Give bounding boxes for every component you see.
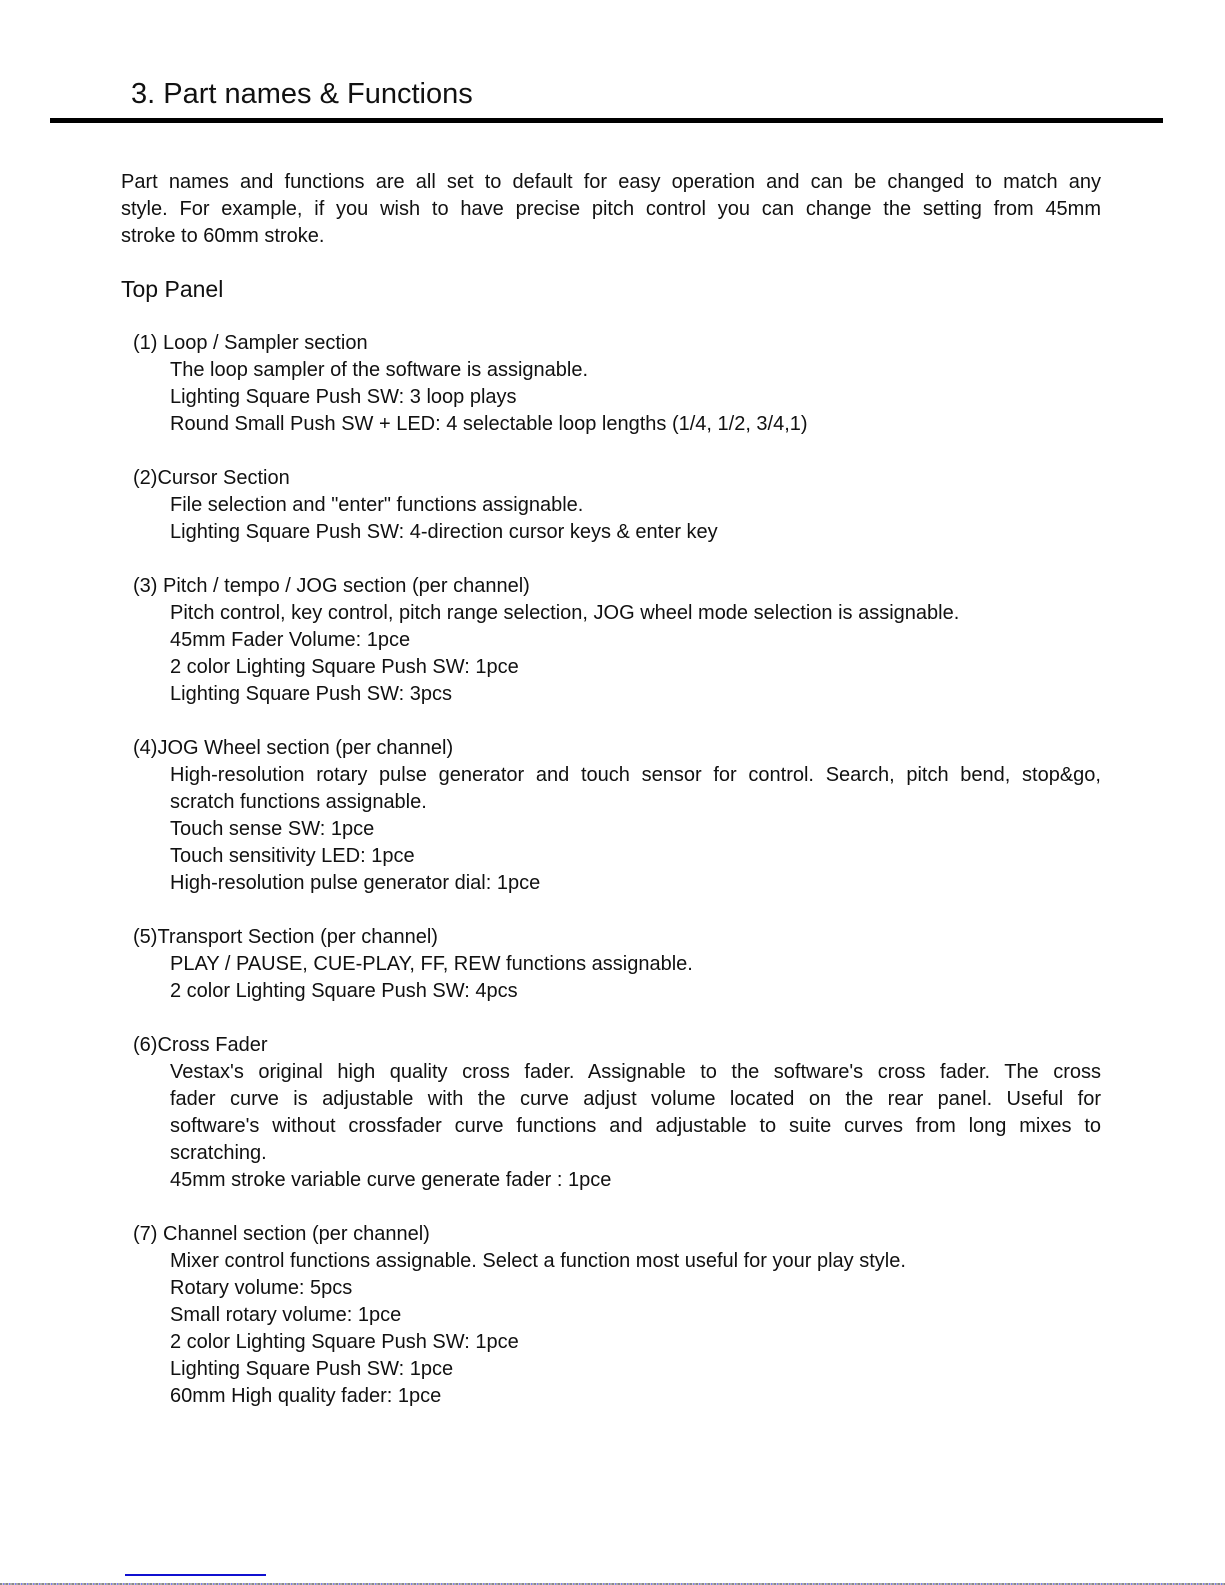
part-section-line: 45mm Fader Volume: 1pce bbox=[170, 629, 411, 651]
part-section-line: fader curve is adjustable with the curve adjust volume located on the rear panel. Useful for bbox=[170, 1088, 1101, 1110]
part-section-line: PLAY / PAUSE, CUE-PLAY, FF, REW functions assignable. bbox=[170, 953, 693, 975]
part-section-heading: (7) Channel section (per channel) bbox=[133, 1223, 430, 1245]
part-section-heading: (6)Cross Fader bbox=[133, 1034, 268, 1056]
part-section-body bbox=[133, 357, 1101, 438]
part-section-body bbox=[133, 600, 1101, 708]
part-section-heading: (2)Cursor Section bbox=[133, 467, 290, 489]
part-section-line: software's without crossfader curve functions and adjustable to suite curves from long mixes to bbox=[170, 1115, 1101, 1137]
part-section-line: Pitch control, key control, pitch range selection, JOG wheel mode selection is assignable. bbox=[170, 602, 960, 624]
part-section bbox=[133, 573, 1101, 708]
part-section bbox=[133, 924, 1101, 1005]
part-section-line: 2 color Lighting Square Push SW: 1pce bbox=[170, 1331, 519, 1353]
part-section-body bbox=[133, 1059, 1101, 1194]
part-section-line: Round Small Push SW + LED: 4 selectable loop lengths (1/4, 1/2, 3/4,1) bbox=[170, 413, 808, 435]
part-section-body bbox=[133, 951, 1101, 1005]
part-section-line: Vestax's original high quality cross fader. Assignable to the software's cross fader. The cross bbox=[170, 1061, 1101, 1083]
part-section-heading: (5)Transport Section (per channel) bbox=[133, 926, 438, 948]
part-section bbox=[133, 1032, 1101, 1194]
part-section-line: scratching. bbox=[170, 1142, 267, 1164]
part-section-line: Small rotary volume: 1pce bbox=[170, 1304, 402, 1326]
part-section-line: File selection and "enter" functions assignable. bbox=[170, 494, 584, 516]
part-section-heading: (1) Loop / Sampler section bbox=[133, 332, 368, 354]
part-section bbox=[133, 465, 1101, 546]
sections-list bbox=[133, 330, 1101, 1437]
part-section-line: The loop sampler of the software is assignable. bbox=[170, 359, 588, 381]
part-section bbox=[133, 735, 1101, 897]
intro-paragraph bbox=[121, 169, 1101, 250]
part-section-line: Lighting Square Push SW: 3pcs bbox=[170, 683, 453, 705]
part-section-line: Touch sensitivity LED: 1pce bbox=[170, 845, 415, 867]
part-section-line: scratch functions assignable. bbox=[170, 791, 427, 813]
part-section-body bbox=[133, 492, 1101, 546]
part-section-line: 2 color Lighting Square Push SW: 4pcs bbox=[170, 980, 518, 1002]
intro-line: style. For example, if you wish to have precise pitch control you can change the setting from 45mm bbox=[121, 198, 1101, 220]
intro-line: Part names and functions are all set to default for easy operation and can be changed to match any bbox=[121, 171, 1101, 193]
part-section-heading: (3) Pitch / tempo / JOG section (per channel) bbox=[133, 575, 530, 597]
section-subheading: Top Panel bbox=[121, 276, 224, 302]
part-section-line: 45mm stroke variable curve generate fader : 1pce bbox=[170, 1169, 612, 1191]
part-section-line: 2 color Lighting Square Push SW: 1pce bbox=[170, 656, 519, 678]
part-section-line: Lighting Square Push SW: 4-direction cursor keys & enter key bbox=[170, 521, 718, 543]
part-section bbox=[133, 330, 1101, 438]
part-section-line: Touch sense SW: 1pce bbox=[170, 818, 375, 840]
part-section-line: Lighting Square Push SW: 1pce bbox=[170, 1358, 454, 1380]
part-section-line: 60mm High quality fader: 1pce bbox=[170, 1385, 442, 1407]
part-section-line: Mixer control functions assignable. Select a function most useful for your play style. bbox=[170, 1250, 906, 1272]
part-section-line: Rotary volume: 5pcs bbox=[170, 1277, 353, 1299]
title-rule bbox=[50, 118, 1163, 123]
part-section-body bbox=[133, 1248, 1101, 1410]
part-section-line: Lighting Square Push SW: 3 loop plays bbox=[170, 386, 517, 408]
part-section-line: High-resolution pulse generator dial: 1pce bbox=[170, 872, 541, 894]
intro-line: stroke to 60mm stroke. bbox=[121, 225, 325, 247]
part-section bbox=[133, 1221, 1101, 1410]
page-title: 3. Part names & Functions bbox=[131, 78, 473, 110]
part-section-body bbox=[133, 762, 1101, 897]
part-section-line: High-resolution rotary pulse generator and touch sensor for control. Search, pitch bend, stop&go, bbox=[170, 764, 1101, 786]
part-section-heading: (4)JOG Wheel section (per channel) bbox=[133, 737, 454, 759]
footer-link-underline bbox=[125, 1574, 266, 1576]
